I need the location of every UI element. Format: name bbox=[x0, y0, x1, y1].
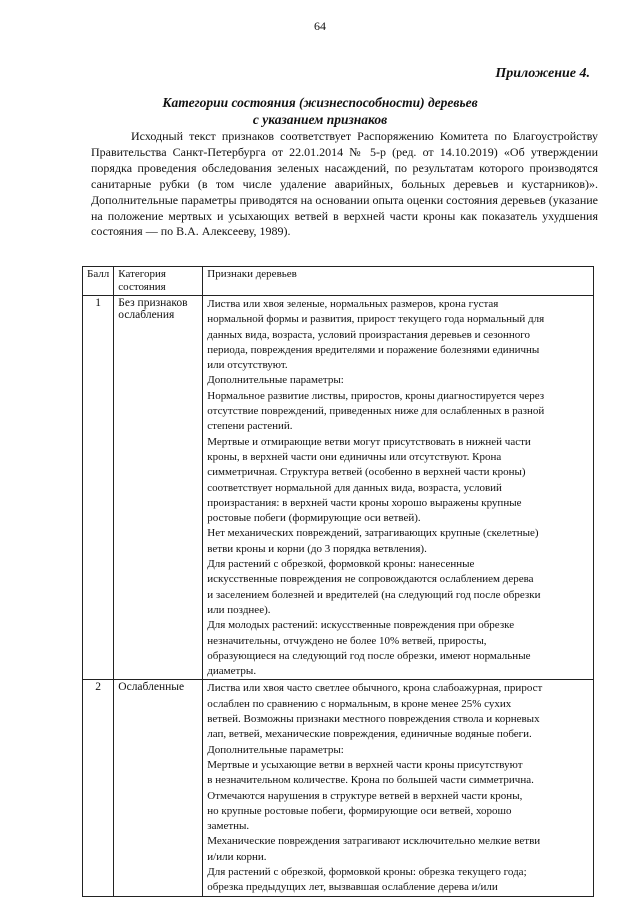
sign-line: произрастания: в верхней части кроны хорошо выражены крупные bbox=[207, 496, 522, 509]
appendix-label: Приложение 4. bbox=[495, 66, 590, 81]
sign-line: Дополнительные параметры: bbox=[207, 374, 344, 387]
sign-line: ветвей. Возможны признаки местного повреждения ствола и корневых bbox=[207, 713, 540, 726]
sign-line: Мертвые и усыхающие ветви в верхней части кроны присутствуют bbox=[207, 758, 523, 771]
sign-line: Нормальное развитие листвы, приростов, кроны диагностируется через bbox=[207, 389, 545, 402]
intro-paragraph: Исходный текст признаков соответствует Распоряжению Комитета по Благоустройству Правительства Санкт-Петербурга от 22.01.2014 № 5-р (ред. от 14.10.2019) «Об утверждении порядка проведения обследования зеленых насаждений, по результатам которого производятся санитарные рубки (в том числе удаление аварийных, больных деревьев и кустарников)». Дополнительные параметры приводятся на основании опыта оценки состояния деревьев (указание на положение мертвых и усыхающих ветвей в верхней части кроны как показатель ухудшения состояния — по В.А. Алексееву, 1989). bbox=[91, 129, 598, 239]
sign-line: и заселением болезней и вредителей (на следующий год после обрезки bbox=[207, 588, 541, 601]
sign-line: Для растений с обрезкой, формовкой кроны: обрезка текущего года; bbox=[207, 865, 527, 878]
sign-line: Отмечаются нарушения в структуре ветвей в верхней части кроны, bbox=[207, 789, 523, 802]
sign-line: соответствует нормальной для данных вида, возраста, условий bbox=[207, 481, 502, 494]
sign-line: Механические повреждения затрагивают исключительно мелкие ветви bbox=[207, 835, 541, 848]
sign-line: Листва или хвоя часто светлее обычного, крона слабоажурная, прирост bbox=[207, 682, 543, 695]
sign-line: Нет механических повреждений, затрагивающих крупные (скелетные) bbox=[207, 527, 539, 540]
sign-line: в незначительном количестве. Крона по большей части симметрична. bbox=[207, 774, 534, 787]
sign-line: степени растений. bbox=[207, 420, 293, 433]
table-row bbox=[83, 680, 594, 896]
sign-line: обрезка предыдущих лет, вызвавшая ослабление дерева и/или bbox=[207, 881, 498, 894]
row-category: Без признаков ослабления bbox=[114, 296, 203, 680]
header-signs: Признаки деревьев bbox=[203, 267, 594, 296]
table-header-row bbox=[83, 267, 594, 296]
row-signs bbox=[203, 680, 594, 896]
sign-line: Для молодых растений: искусственные повреждения при обрезке bbox=[207, 619, 515, 632]
row-signs bbox=[203, 296, 594, 680]
row-score: 2 bbox=[83, 680, 114, 896]
row-category: Ослабленные bbox=[114, 680, 203, 896]
sign-line: Для растений с обрезкой, формовкой кроны: нанесенные bbox=[207, 558, 475, 571]
header-category: Категория состояния bbox=[114, 267, 203, 296]
sign-line: или отсутствуют. bbox=[207, 359, 288, 372]
header-score: Балл bbox=[83, 267, 114, 296]
document-title-line-1: Категории состояния (жизнеспособности) деревьев bbox=[162, 95, 478, 110]
sign-line: Мертвые и отмирающие ветви могут присутствовать в нижней части bbox=[207, 435, 531, 448]
page-number: 64 bbox=[314, 19, 326, 33]
sign-line: симметричная. Структура ветвей (особенно в верхней части кроны) bbox=[207, 466, 526, 479]
sign-line: или позднее). bbox=[207, 603, 271, 616]
sign-line: данных вида, возраста, условий произрастания деревьев и сезонного bbox=[207, 328, 531, 341]
sign-line: нормальной формы и развития, прирост текущего года нормальный для bbox=[207, 313, 545, 326]
sign-line: и/или корни. bbox=[207, 850, 267, 863]
sign-line: Дополнительные параметры: bbox=[207, 743, 344, 756]
sign-line: ветви кроны и корни (до 3 порядка ветвления). bbox=[207, 542, 427, 555]
table-row bbox=[83, 296, 594, 680]
sign-line: заметны. bbox=[207, 820, 250, 833]
document-title-line-2: с указанием признаков bbox=[252, 112, 388, 127]
sign-line: отсутствие повреждений, приведенных ниже для ослабленных в разной bbox=[207, 405, 545, 418]
sign-line: диаметры. bbox=[207, 665, 257, 678]
sign-line: Листва или хвоя зеленые, нормальных размеров, крона густая bbox=[207, 298, 499, 310]
sign-line: ростовые побеги (формирующие оси ветвей). bbox=[207, 512, 421, 525]
sign-line: незначительны, отчуждено не более 10% ветвей, приросты, bbox=[207, 634, 487, 647]
sign-line: кроны, в верхней части они единичны или отсутствуют. Крона bbox=[207, 450, 502, 463]
tree-condition-table bbox=[82, 266, 594, 897]
row-score: 1 bbox=[83, 296, 114, 680]
sign-line: искусственные повреждения не сопровождаются ослаблением дерева bbox=[207, 573, 534, 586]
sign-line: образующиеся на следующий год после обрезки, имеют нормальные bbox=[207, 649, 531, 662]
sign-line: лап, ветвей, механические повреждения, единичные водяные побеги. bbox=[207, 728, 532, 741]
sign-line: ослаблен по сравнению с нормальным, в кроне менее 25% сухих bbox=[207, 697, 512, 710]
sign-line: но крупные ростовые побеги, формирующие оси ветвей, хорошо bbox=[207, 804, 512, 817]
sign-line: периода, повреждения вредителями и поражение болезнями единичны bbox=[207, 343, 540, 356]
